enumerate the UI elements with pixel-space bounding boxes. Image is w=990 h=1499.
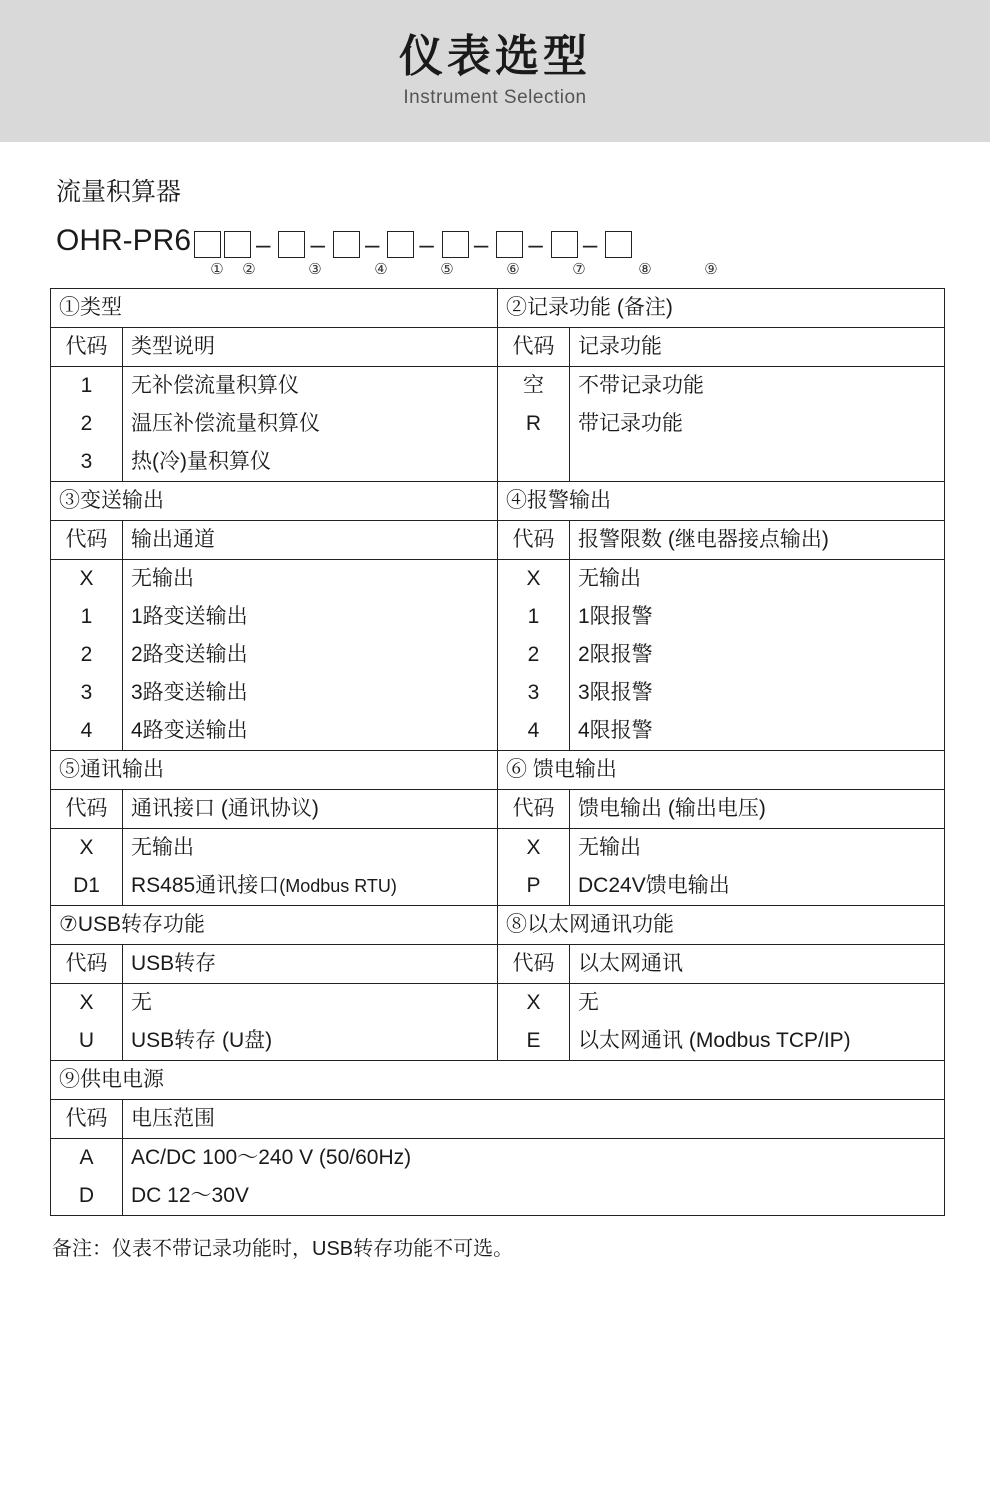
s3-r3-desc: 2路变送输出 — [123, 636, 498, 674]
s9-r1-code: A — [51, 1139, 123, 1178]
s3-r5-code: 4 — [51, 712, 123, 751]
s4-r3-desc: 2限报警 — [570, 636, 945, 674]
section-7-title: ⑦USB转存功能 — [51, 906, 498, 945]
s4-r2-desc: 1限报警 — [570, 598, 945, 636]
s5-r2-desc-note: (Modbus RTU) — [279, 875, 397, 896]
s7-r1-desc: 无 — [123, 984, 498, 1023]
s3-r3-code: 2 — [51, 636, 123, 674]
table-row — [51, 1139, 945, 1178]
s5-r2-code: D1 — [51, 867, 123, 906]
table-row — [51, 521, 945, 560]
section-2-title: ②记录功能 (备注) — [498, 289, 945, 328]
section-2-col-code: 代码 — [498, 328, 570, 367]
model-box-3[interactable] — [278, 231, 305, 258]
s8-r1-code: X — [498, 984, 570, 1023]
s1-r1-code: 1 — [51, 367, 123, 406]
content-area — [0, 172, 990, 1261]
section-8-col-code: 代码 — [498, 945, 570, 984]
table-row — [51, 598, 945, 636]
mark-9: ⑨ — [704, 261, 718, 278]
model-box-1[interactable] — [194, 231, 221, 258]
section-6-title: ⑥ 馈电输出 — [498, 751, 945, 790]
s3-r4-desc: 3路变送输出 — [123, 674, 498, 712]
model-dash-4: – — [419, 229, 434, 259]
section-6-col-code: 代码 — [498, 790, 570, 829]
s6-r1-desc: 无输出 — [570, 829, 945, 868]
section-9-col-desc: 电压范围 — [123, 1100, 945, 1139]
s8-r1-desc: 无 — [570, 984, 945, 1023]
model-mark-row — [56, 260, 942, 278]
model-box-8[interactable] — [551, 231, 578, 258]
model-box-5[interactable] — [387, 231, 414, 258]
table-row — [51, 674, 945, 712]
s8-r2-code: E — [498, 1022, 570, 1061]
mark-8: ⑧ — [638, 261, 652, 278]
table-row — [51, 829, 945, 868]
section-4-title: ④报警输出 — [498, 482, 945, 521]
section-1-col-desc: 类型说明 — [123, 328, 498, 367]
section-9-col-code: 代码 — [51, 1100, 123, 1139]
s5-r2-desc: RS485通讯接口 — [131, 873, 280, 897]
table-row — [51, 945, 945, 984]
section-8-col-desc: 以太网通讯 — [570, 945, 945, 984]
section-3-title: ③变送输出 — [51, 482, 498, 521]
s3-r2-code: 1 — [51, 598, 123, 636]
table-row — [51, 984, 945, 1023]
s2-r1-desc: 不带记录功能 — [570, 367, 945, 406]
s9-r2-code: D — [51, 1177, 123, 1216]
table-row — [51, 560, 945, 599]
page-title: 仪表选型 — [399, 31, 591, 81]
table-row — [51, 790, 945, 829]
s6-r2-code: P — [498, 867, 570, 906]
s7-r1-code: X — [51, 984, 123, 1023]
section-9-title: ⑨供电电源 — [51, 1061, 945, 1100]
s2-r2-code: R — [498, 405, 570, 443]
model-box-4[interactable] — [333, 231, 360, 258]
section-6-col-desc: 馈电输出 (输出电压) — [570, 790, 945, 829]
section-3-col-code: 代码 — [51, 521, 123, 560]
section-1-title: ①类型 — [51, 289, 498, 328]
table-row — [51, 906, 945, 945]
model-prefix: OHR-PR6 — [56, 224, 192, 257]
s9-r2-desc: DC 12～30V — [123, 1177, 945, 1216]
s3-r2-desc: 1路变送输出 — [123, 598, 498, 636]
table-row — [51, 482, 945, 521]
table-row — [51, 1177, 945, 1216]
table-row — [51, 289, 945, 328]
s2-r1-code: 空 — [498, 367, 570, 406]
table-row — [51, 328, 945, 367]
model-dash-6: – — [528, 229, 543, 259]
model-dash-7: – — [582, 229, 598, 259]
model-dash-1: – — [256, 229, 271, 259]
mark-7: ⑦ — [572, 261, 586, 278]
s4-r4-code: 3 — [498, 674, 570, 712]
s1-r2-code: 2 — [51, 405, 123, 443]
table-row — [51, 867, 945, 906]
mark-5: ⑤ — [440, 261, 454, 278]
mark-3: ③ — [308, 261, 322, 278]
s1-r3-desc: 热(冷)量积算仪 — [123, 443, 498, 482]
s9-r1-desc: AC/DC 100～240 V (50/60Hz) — [123, 1139, 945, 1178]
product-name: 流量积算器 — [56, 178, 182, 206]
s6-r2-desc: DC24V馈电输出 — [570, 867, 945, 906]
table-row — [51, 1022, 945, 1061]
table-row — [51, 1061, 945, 1100]
table-row — [51, 636, 945, 674]
model-code-row — [56, 218, 942, 258]
s3-r1-code: X — [51, 560, 123, 599]
s5-r2-desc-cell — [123, 867, 498, 906]
table-row — [51, 751, 945, 790]
model-box-6[interactable] — [442, 231, 469, 258]
s7-r2-desc: USB转存 (U盘) — [123, 1022, 498, 1061]
s4-r2-code: 1 — [498, 598, 570, 636]
s2-r3-desc — [570, 443, 945, 482]
page-banner — [0, 0, 990, 142]
s1-r1-desc: 无补偿流量积算仪 — [123, 367, 498, 406]
model-box-7[interactable] — [496, 231, 523, 258]
section-5-col-code: 代码 — [51, 790, 123, 829]
footer-note: 备注：仪表不带记录功能时，USB转存功能不可选。 — [52, 1238, 514, 1260]
s4-r5-code: 4 — [498, 712, 570, 751]
model-box-2[interactable] — [224, 231, 251, 258]
s4-r4-desc: 3限报警 — [570, 674, 945, 712]
mark-6: ⑥ — [506, 261, 520, 278]
model-box-9[interactable] — [605, 231, 632, 258]
s5-r1-code: X — [51, 829, 123, 868]
section-8-title: ⑧以太网通讯功能 — [498, 906, 945, 945]
mark-2: ② — [242, 261, 256, 278]
table-row — [51, 712, 945, 751]
model-dash-5: – — [473, 229, 489, 259]
s3-r1-desc: 无输出 — [123, 560, 498, 599]
table-row — [51, 367, 945, 406]
table-row — [51, 443, 945, 482]
s1-r2-desc: 温压补偿流量积算仪 — [123, 405, 498, 443]
mark-4: ④ — [374, 261, 388, 278]
page-subtitle: Instrument Selection — [403, 87, 587, 109]
s7-r2-code: U — [51, 1022, 123, 1061]
section-5-title: ⑤通讯输出 — [51, 751, 498, 790]
model-dash-3: – — [364, 229, 380, 259]
section-7-col-code: 代码 — [51, 945, 123, 984]
model-dash-2: – — [310, 229, 325, 259]
mark-1: ① — [210, 261, 224, 278]
selection-table — [50, 288, 945, 1216]
s2-r3-code — [498, 443, 570, 482]
section-7-col-desc: USB转存 — [123, 945, 498, 984]
section-3-col-desc: 输出通道 — [123, 521, 498, 560]
table-row — [51, 1100, 945, 1139]
section-4-col-code: 代码 — [498, 521, 570, 560]
section-1-col-code: 代码 — [51, 328, 123, 367]
section-5-col-desc: 通讯接口 (通讯协议) — [123, 790, 498, 829]
s1-r3-code: 3 — [51, 443, 123, 482]
s4-r5-desc: 4限报警 — [570, 712, 945, 751]
s5-r1-desc: 无输出 — [123, 829, 498, 868]
section-2-col-desc: 记录功能 — [570, 328, 945, 367]
s3-r5-desc: 4路变送输出 — [123, 712, 498, 751]
section-4-col-desc: 报警限数 (继电器接点输出) — [570, 521, 945, 560]
s4-r1-code: X — [498, 560, 570, 599]
s3-r4-code: 3 — [51, 674, 123, 712]
s2-r2-desc: 带记录功能 — [570, 405, 945, 443]
table-row — [51, 405, 945, 443]
s8-r2-desc: 以太网通讯 (Modbus TCP/IP) — [570, 1022, 945, 1061]
s4-r3-code: 2 — [498, 636, 570, 674]
s6-r1-code: X — [498, 829, 570, 868]
s4-r1-desc: 无输出 — [570, 560, 945, 599]
